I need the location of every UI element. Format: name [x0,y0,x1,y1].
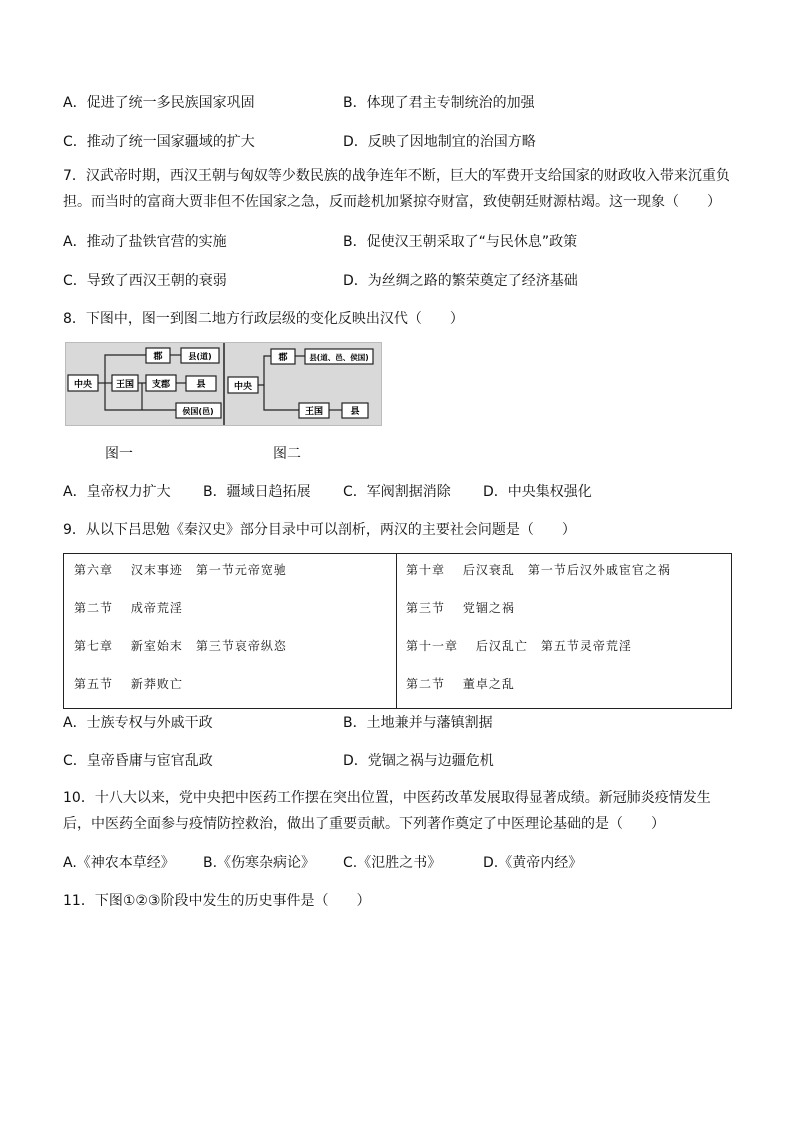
fig1-xian-label: 县 [196,380,206,390]
q9-stem: 9．从以下吕思勉《秦汉史》部分目录中可以剖析，两汉的主要社会问题是（ ） [63,522,576,538]
q6-option-d: D．反映了因地制宜的治国方略 [343,134,536,150]
q6-option-a: A．促进了统一多民族国家巩固 [63,95,255,111]
toc-left-line-4: 第五节 新莽败亡 [74,677,183,691]
toc-right-line-4: 第二节 董卓之乱 [406,677,515,691]
q8-option-c: C．军阀割据消除 [343,484,451,500]
q10-option-b: B.《伤寒杂病论》 [203,855,316,871]
fig2-xian-multi-label: 县(道、邑、侯国) [309,353,369,362]
toc-left-line-2: 第二节 成帝荒淫 [74,601,183,615]
fig1-zhijun-label: 支郡 [151,380,171,390]
fig2-center-label: 中央 [233,382,253,392]
fig1-jun-label: 郡 [153,352,163,362]
table-of-contents-box [63,553,732,709]
fig2-jun-label: 郡 [278,353,288,363]
q6-option-c: C．推动了统一国家疆域的扩大 [63,134,255,150]
admin-hierarchy-figure [65,342,382,426]
q8-option-d: D．中央集权强化 [483,484,592,500]
figure-2-caption: 图二 [273,446,301,462]
q10-option-d: D.《黄帝内经》 [483,855,583,871]
toc-right-line-1: 第十章 后汉衰乱 第一节后汉外戚宦官之祸 [406,563,671,577]
toc-right-line-2: 第三节 党锢之祸 [406,601,515,615]
q10-option-a: A.《神农本草经》 [63,855,175,871]
q10-stem: 10．十八大以来，党中央把中医药工作摆在突出位置，中医药改革发展取得显著成绩。新冠肺炎疫情发生后，中医药全面参与疫情防控救治，做出了重要贡献。下列著作奠定了中医理论基础的是（ ） [63,790,711,832]
toc-left-line-1: 第六章 汉末事迹 第一节元帝宽驰 [74,563,287,577]
q7-option-d: D．为丝绸之路的繁荣奠定了经济基础 [343,273,578,289]
fig1-wangguo-label: 王国 [115,380,135,390]
q8-stem: 8．下图中，图一到图二地方行政层级的变化反映出汉代（ ） [63,311,464,327]
fig1-xian-dao-label: 县(道) [188,352,212,361]
q6-option-b: B．体现了君主专制统治的加强 [343,95,535,111]
toc-left-line-3: 第七章 新室始末 第三节哀帝纵恣 [74,639,287,653]
fig1-center-label: 中央 [73,380,93,390]
fig2-wangguo-label: 王国 [304,407,324,417]
q7-option-b: B．促使汉王朝采取了“与民休息”政策 [343,234,578,250]
q11-stem: 11．下图①②③阶段中发生的历史事件是（ ） [63,893,371,909]
q8-option-b: B．疆域日趋拓展 [203,484,311,500]
q9-option-a: A．士族专权与外戚干政 [63,715,213,731]
q10-option-c: C.《氾胜之书》 [343,855,442,871]
fig2-xian-label: 县 [350,407,360,417]
figure-1-caption: 图一 [105,446,133,462]
q7-stem: 7．汉武帝时期，西汉王朝与匈奴等少数民族的战争连年不断，巨大的军费开支给国家的财政收入带来沉重负担。而当时的富商大贾非但不佐国家之急，反而趁机加紧掠夺财富，致使朝廷财源枯竭。这一现象（ ） [63,168,730,210]
toc-right-line-3: 第十一章 后汉乱亡 第五节灵帝荒淫 [406,639,632,653]
q7-option-a: A．推动了盐铁官营的实施 [63,234,227,250]
q9-option-c: C．皇帝昏庸与宦官乱政 [63,753,213,769]
q9-option-d: D．党锢之祸与边疆危机 [343,753,494,769]
q8-option-a: A．皇帝权力扩大 [63,484,171,500]
q9-option-b: B．土地兼并与藩镇割据 [343,715,493,731]
toc-divider [396,554,397,708]
q7-option-c: C．导致了西汉王朝的衰弱 [63,273,227,289]
fig1-houguo-label: 侯国(邑) [182,407,214,416]
